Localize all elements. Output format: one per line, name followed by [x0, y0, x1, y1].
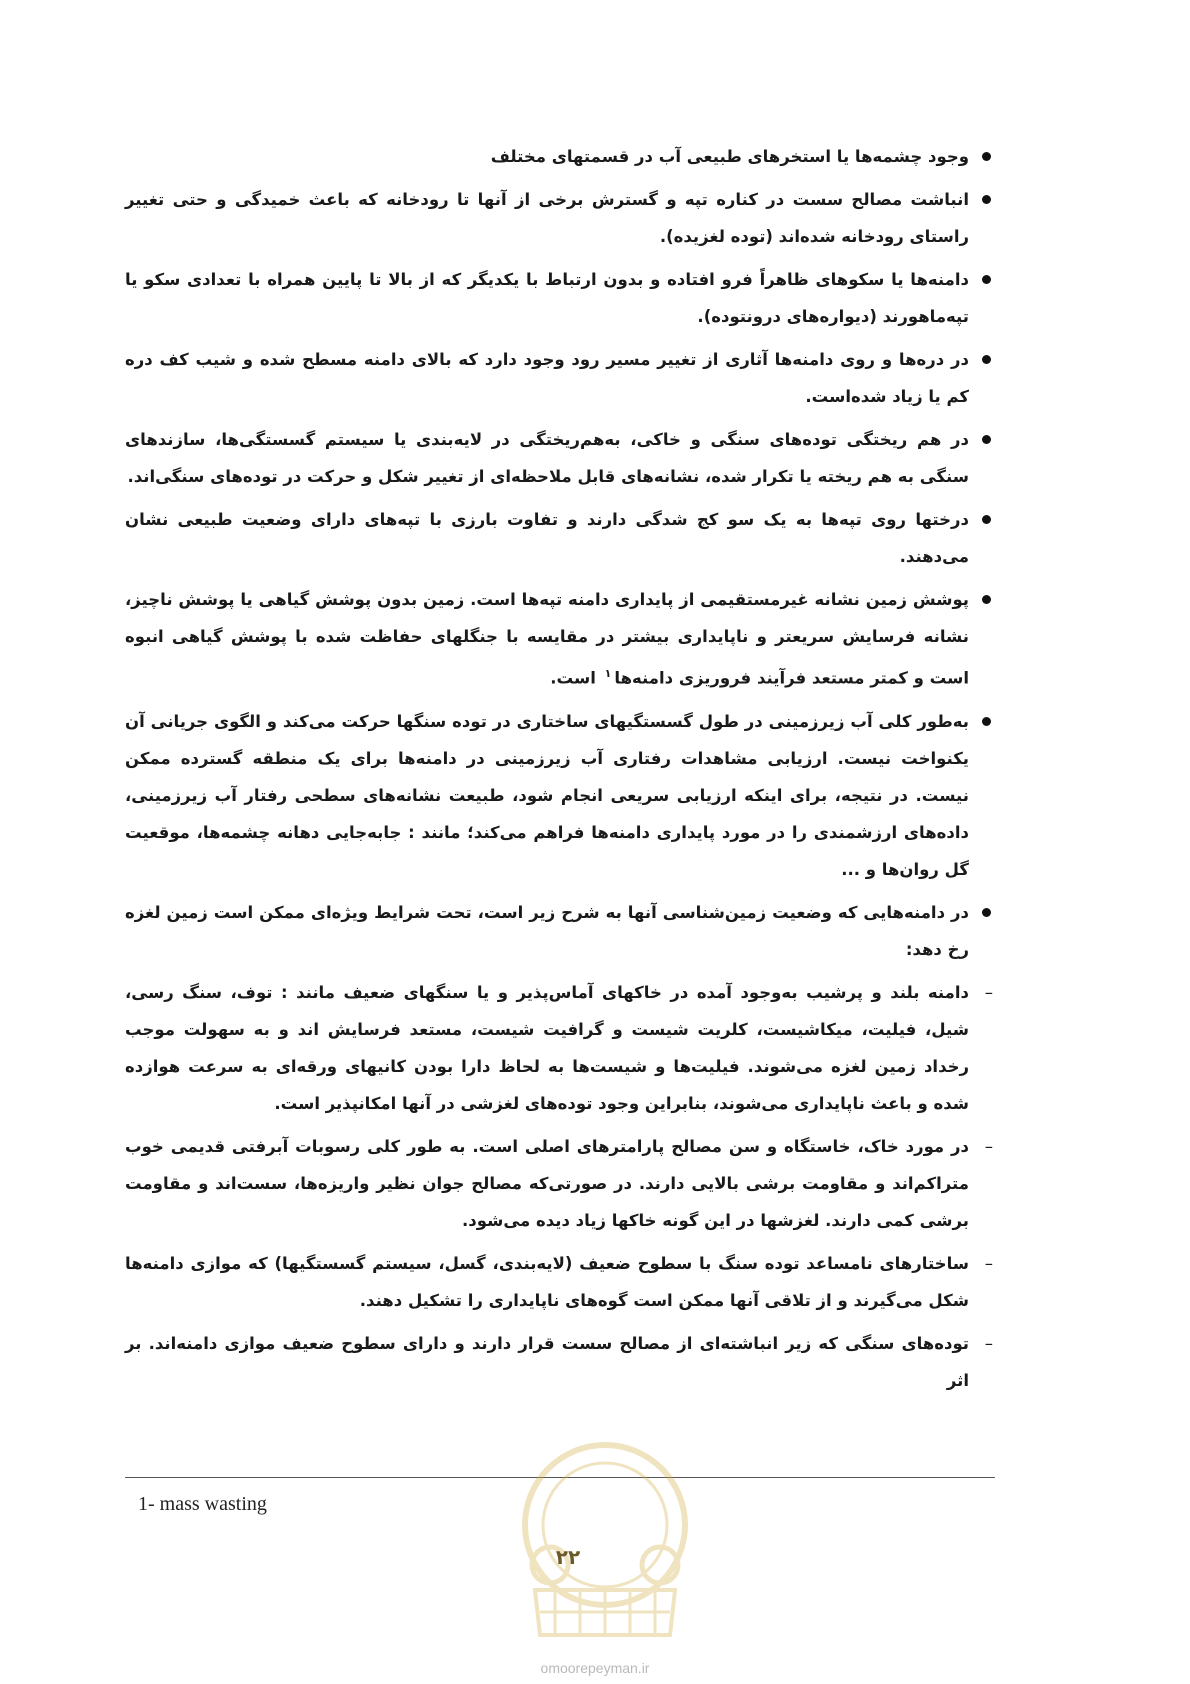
- list-item: در دره‌ها و روی دامنه‌ها آثاری از تغییر مسیر رود وجود دارد که بالای دامنه مسطح شده و شیب کف دره کم یا زیاد شده‌است.: [125, 341, 995, 415]
- list-item: وجود چشمه‌ها یا استخرهای طبیعی آب در قسمتهای مختلف: [125, 138, 995, 175]
- list-item: به‌طور کلی آب زیرزمینی در طول گسستگیهای ساختاری در توده سنگها حرکت می‌کند و الگوی جریانی آن یکنواخت نیست. ارزیابی مشاهدات رفتاری آب زیرزمینی در دامنه‌ها برای یک منطقه گسترده ممکن نیست. در نتیجه، برای اینکه ارزیابی سریعی انجام شود، طبیعت نشانه‌های سطحی رفتار آب زیرزمینی، داده‌های ارزشمندی را در مورد پایداری دامنه‌ها فراهم می‌کند؛ مانند : جابه‌جایی دهانه چشمه‌ها، موقعیت گل روان‌ها و ...: [125, 703, 995, 888]
- sub-list-item: – توده‌های سنگی که زیر انباشته‌ای از مصالح سست قرار دارند و دارای سطوح ضعیف موازی دامنه‌اند. بر اثر: [125, 1325, 995, 1399]
- watermark-url: omoorepeyman.ir: [540, 1660, 650, 1676]
- sub-list-item: – در مورد خاک، خاستگاه و سن مصالح پارامترهای اصلی است. به طور کلی رسوبات آبرفتی قدیمی خوب متراکم‌اند و مقاومت برشی بالایی دارند. در صورتی‌که مصالح جوان نظیر واریزه‌ها، سست‌اند و مقاومت برشی کمی دارند. لغزشها در این گونه خاکها زیاد دیده می‌شود.: [125, 1128, 995, 1239]
- list-item: درختها روی تپه‌ها به یک سو کج شدگی دارند و تفاوت بارزی با تپه‌های دارای وضعیت طبیعی نشان می‌دهند.: [125, 501, 995, 575]
- list-item: انباشت مصالح سست در کناره تپه و گسترش برخی از آنها تا رودخانه که باعث خمیدگی و حتی تغییر راستای رودخانه شده‌اند (توده لغزیده).: [125, 181, 995, 255]
- footnote-reference[interactable]: ۱: [604, 667, 612, 680]
- watermark-logo-icon: [495, 1440, 715, 1640]
- page-number: ۲۲: [555, 1545, 581, 1569]
- sub-list-item: – ساختارهای نامساعد توده سنگ با سطوح ضعیف (لایه‌بندی، گسل، سیستم گسستگیها) که موازی دامنه‌ها شکل می‌گیرند و از تلاقی آنها ممکن است گوه‌های ناپایداری را تشکیل دهند.: [125, 1245, 995, 1319]
- list-item: در دامنه‌هایی که وضعیت زمین‌شناسی آنها به شرح زیر است، تحت شرایط ویژه‌ای ممکن است زمین لغزه رخ دهد:: [125, 894, 995, 968]
- list-item: پوشش زمین نشانه غیرمستقیمی از پایداری دامنه تپه‌ها است. زمین بدون پوشش گیاهی یا پوشش ناچیز، نشانه فرسایش سریعتر و ناپایداری بیشتر در مقایسه با جنگلهای حفاظت شده با پوشش گیاهی انبوه است و کمتر مستعد فرآیند فروریزی دامنه‌ها$^۱$ است.: [125, 581, 995, 697]
- footnote: 1- mass wasting: [138, 1493, 267, 1515]
- list-item: در هم ریختگی توده‌های سنگی و خاکی، به‌هم‌ریختگی در لایه‌بندی یا سیستم گسستگی‌ها، سازندهای سنگی به هم ریخته یا تکرار شده، نشانه‌های قابل ملاحظه‌ای از تغییر شکل و حرکت در توده‌های سنگی‌اند.: [125, 421, 995, 495]
- sub-list-item: – دامنه بلند و پرشیب به‌وجود آمده در خاکهای آماس‌پذیر و یا سنگهای ضعیف مانند : توف، سنگ رسی، شیل، فیلیت، میکاشیست، کلریت شیست و گرافیت شیست، مستعد فرسایش اند و به سهولت موجب رخداد زمین لغزه می‌شوند. فیلیت‌ها و شیست‌ها به لحاظ دارا بودن کانیهای ورقه‌ای به سرعت هوازده شده و باعث ناپایداری می‌شوند، بنابراین وجود توده‌های لغزشی در آنها امکانپذیر است.: [125, 974, 995, 1122]
- list-item: دامنه‌ها یا سکوهای ظاهراً فرو افتاده و بدون ارتباط با یکدیگر که از بالا تا پایین همراه با تعدادی سکو یا تپه‌ماهورند (دیواره‌های درونتوده).: [125, 261, 995, 335]
- body-text: [125, 138, 995, 1405]
